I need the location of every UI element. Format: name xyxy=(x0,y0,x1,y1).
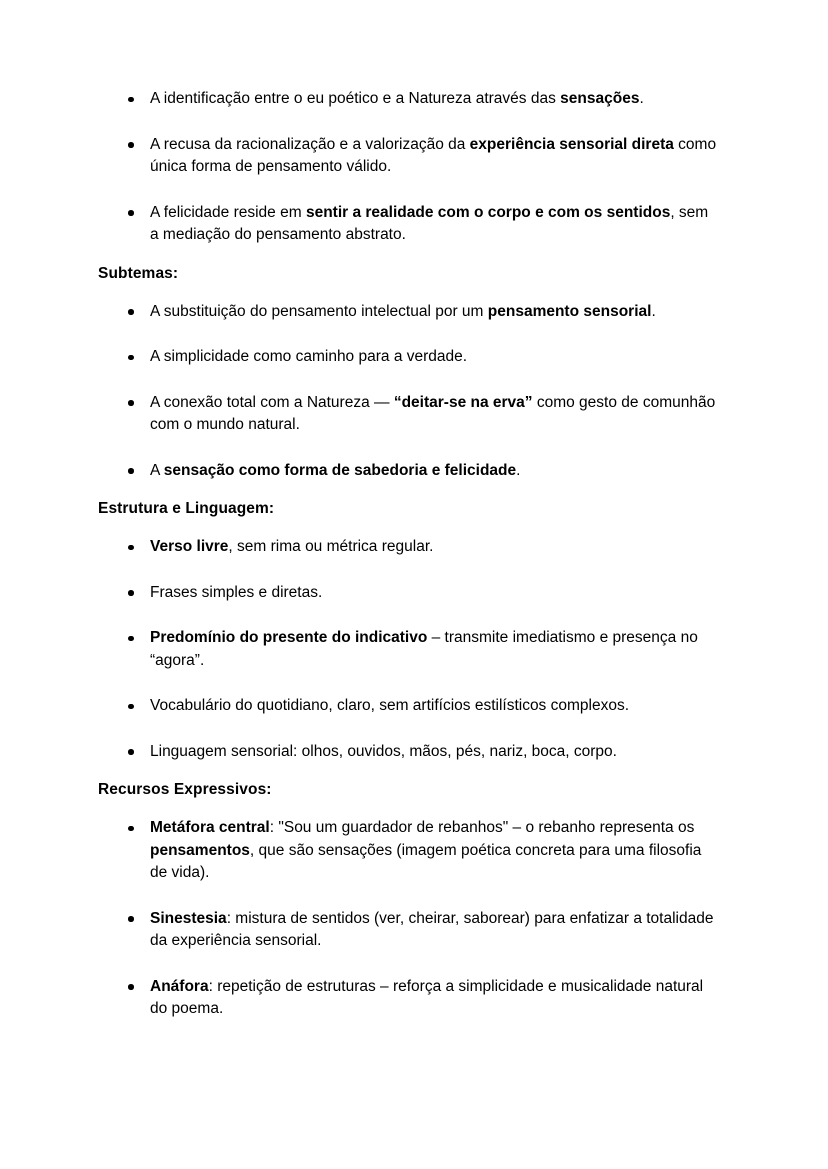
temas-bullet-list xyxy=(98,88,718,247)
text-run: . xyxy=(639,90,644,107)
list-item-text xyxy=(150,908,718,953)
heading-recursos-expressivos: Recursos Expressivos: xyxy=(98,781,272,798)
bullet-point-icon xyxy=(128,97,134,103)
bullet-point-icon xyxy=(128,355,134,361)
bullet-point-icon xyxy=(128,636,134,642)
text-emphasis: Anáfora xyxy=(150,977,209,995)
bullet-point-icon xyxy=(128,704,134,710)
list-item-text xyxy=(150,301,718,324)
bullet-point-icon xyxy=(128,309,134,315)
list-item-text xyxy=(150,741,718,764)
list-item-text xyxy=(150,536,718,559)
text-emphasis: sentir a realidade com o corpo e com os sentidos xyxy=(305,203,671,221)
list-item xyxy=(98,134,718,179)
list-item-text xyxy=(150,460,718,483)
list-item xyxy=(98,695,718,718)
text-run: : "Sou um guardador de rebanhos" – o rebanho representa os xyxy=(269,819,695,836)
text-run: Linguagem sensorial: olhos, ouvidos, mãos, pés, nariz, boca, corpo. xyxy=(150,742,617,760)
list-item-text xyxy=(150,627,718,672)
list-item-text xyxy=(150,202,718,247)
text-run: como única forma de pensamento válido. xyxy=(150,135,717,175)
bullet-point-icon xyxy=(128,984,134,990)
estrutura-bullet-list xyxy=(98,536,718,763)
text-run: , sem a mediação do pensamento abstrato. xyxy=(150,203,709,243)
bullet-point-icon xyxy=(128,916,134,922)
text-emphasis: experiência sensorial direta xyxy=(469,135,674,153)
text-run: A identificação entre o eu poético e a Natureza através das xyxy=(150,90,561,107)
text-run: Frases simples e diretas. xyxy=(150,583,323,601)
text-emphasis: Verso livre xyxy=(150,538,229,555)
bullet-point-icon xyxy=(128,400,134,406)
text-run: , sem rima ou métrica regular. xyxy=(228,538,434,555)
document-body xyxy=(98,88,718,1021)
list-item-text xyxy=(150,392,718,437)
heading-subtemas: Subtemas: xyxy=(98,264,179,282)
text-run: como gesto de comunhão com o mundo natural. xyxy=(150,393,716,433)
bullet-point-icon xyxy=(128,468,134,474)
subtemas-bullet-list xyxy=(98,301,718,483)
list-item-text xyxy=(150,817,718,885)
list-item xyxy=(98,392,718,437)
list-item xyxy=(98,202,718,247)
list-item xyxy=(98,301,718,324)
text-emphasis: pensamento sensorial xyxy=(487,302,652,320)
text-run: . xyxy=(516,461,521,479)
list-item xyxy=(98,741,718,764)
list-item-text xyxy=(150,976,718,1021)
bullet-point-icon xyxy=(128,749,134,755)
list-item xyxy=(98,536,718,559)
text-run: : repetição de estruturas – reforça a simplicidade e musicalidade natural do poema. xyxy=(150,977,704,1017)
text-run: : mistura de sentidos (ver, cheirar, saborear) para enfatizar a totalidade da experiência sensorial. xyxy=(150,909,714,949)
list-item-text xyxy=(150,88,718,111)
text-run: – transmite imediatismo e presença no “agora”. xyxy=(150,629,698,669)
list-item-text xyxy=(150,134,718,179)
list-item-text xyxy=(150,695,718,718)
list-item-text xyxy=(150,582,718,605)
list-item xyxy=(98,908,718,953)
text-emphasis: Predomínio do presente do indicativo xyxy=(150,629,428,646)
list-item xyxy=(98,346,718,369)
text-run: , que são sensações (imagem poética concreta para uma filosofia de vida). xyxy=(150,841,702,881)
heading-estrutura-e-linguagem: Estrutura e Linguagem: xyxy=(98,500,275,517)
text-emphasis: Sinestesia xyxy=(150,909,227,927)
list-item xyxy=(98,582,718,605)
text-run: A substituição do pensamento intelectual por um xyxy=(150,302,488,320)
list-item xyxy=(98,817,718,885)
list-item xyxy=(98,627,718,672)
text-emphasis: “deitar-se na erva” xyxy=(393,393,533,411)
text-emphasis: sensação como forma de sabedoria e felicidade xyxy=(163,461,517,479)
text-run: A felicidade reside em xyxy=(150,203,306,221)
text-run: A conexão total com a Natureza — xyxy=(150,393,394,411)
text-run: A recusa da racionalização e a valorização da xyxy=(150,135,470,153)
text-run: . xyxy=(651,302,656,320)
recursos-bullet-list xyxy=(98,817,718,1021)
list-item-text xyxy=(150,346,718,369)
list-item xyxy=(98,88,718,111)
bullet-point-icon xyxy=(128,590,134,596)
bullet-point-icon xyxy=(128,826,134,832)
text-emphasis: pensamentos xyxy=(150,841,250,859)
bullet-point-icon xyxy=(128,142,134,148)
list-item xyxy=(98,976,718,1021)
bullet-point-icon xyxy=(128,545,134,551)
text-emphasis: sensações xyxy=(560,90,640,107)
text-run: A xyxy=(150,461,164,479)
text-run: A simplicidade como caminho para a verdade. xyxy=(150,348,468,365)
text-run: Vocabulário do quotidiano, claro, sem artifícios estilísticos complexos. xyxy=(150,697,630,714)
bullet-point-icon xyxy=(128,210,134,216)
list-item xyxy=(98,460,718,483)
text-emphasis: Metáfora central xyxy=(150,819,270,836)
